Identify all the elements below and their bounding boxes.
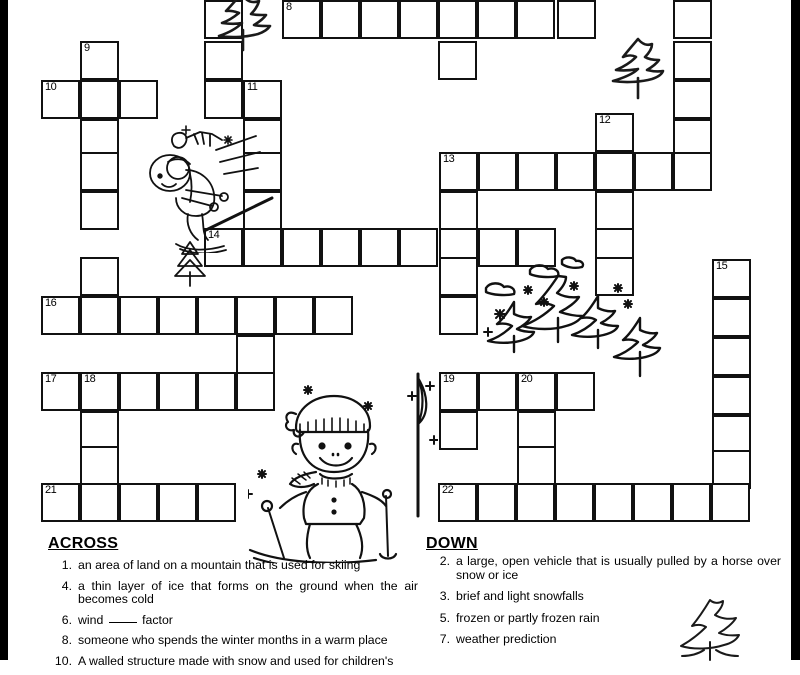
clues-section	[0, 535, 800, 668]
crossword-cell-13[interactable]	[439, 152, 478, 191]
cell-number: 14	[208, 229, 220, 241]
across-clue-item	[48, 580, 418, 607]
crossword-cell[interactable]	[204, 80, 243, 119]
crossword-cell[interactable]	[119, 296, 158, 335]
down-clue-item	[426, 555, 781, 582]
crossword-cell[interactable]	[477, 483, 516, 522]
across-clue-item	[48, 614, 418, 628]
crossword-cell-8[interactable]	[282, 0, 321, 39]
crossword-cell[interactable]	[478, 228, 517, 267]
crossword-cell[interactable]	[556, 372, 595, 411]
across-clues-column	[48, 535, 418, 675]
crossword-cell[interactable]	[516, 483, 555, 522]
crossword-cell[interactable]	[439, 257, 478, 296]
clue-text: A walled structure made with snow and used for children's	[78, 653, 394, 668]
crossword-cell[interactable]	[478, 372, 517, 411]
crossword-cell-12[interactable]	[595, 113, 634, 152]
crossword-cell[interactable]	[243, 228, 282, 267]
clue-number: 2.	[439, 554, 450, 568]
cell-number: 9	[84, 42, 90, 54]
crossword-cell[interactable]	[399, 228, 438, 267]
clue-text: someone who spends the winter months in a warm place	[78, 633, 388, 647]
crossword-cell[interactable]	[712, 298, 751, 337]
across-clue-item	[48, 634, 418, 648]
crossword-cell-19[interactable]	[439, 372, 478, 411]
crossword-cell[interactable]	[243, 152, 282, 191]
clue-number: 4.	[61, 578, 72, 593]
cell-number: 15	[716, 260, 728, 272]
clue-number: 10.	[54, 653, 72, 668]
crossword-cell[interactable]	[557, 0, 596, 39]
crossword-cell[interactable]	[673, 80, 712, 119]
crossword-cell[interactable]	[243, 191, 282, 230]
down-clues-column	[426, 535, 781, 655]
crossword-cell[interactable]	[438, 41, 477, 80]
crossword-cell[interactable]	[80, 483, 119, 522]
crossword-cell[interactable]	[80, 80, 119, 119]
clue-text: a large, open vehicle that is usually pulled by a horse over snow or ice	[456, 554, 781, 582]
crossword-cell[interactable]	[158, 296, 197, 335]
crossword-cell[interactable]	[712, 337, 751, 376]
crossword-cell[interactable]	[438, 0, 477, 39]
crossword-cell[interactable]	[712, 415, 751, 454]
crossword-cell[interactable]	[158, 372, 197, 411]
crossword-cell[interactable]	[80, 257, 119, 296]
crossword-cell[interactable]	[673, 152, 712, 191]
crossword-cell[interactable]	[282, 228, 321, 267]
crossword-cell-14[interactable]	[204, 228, 243, 267]
down-clue-list	[426, 555, 781, 647]
cell-number: 8	[286, 1, 292, 13]
crossword-cell[interactable]	[712, 376, 751, 415]
across-clue-item	[48, 655, 418, 669]
clue-text: an area of land on a mountain that is used for skiing	[78, 558, 361, 572]
crossword-cell[interactable]	[321, 0, 360, 39]
crossword-cell-22[interactable]	[438, 483, 477, 522]
crossword-cell[interactable]	[236, 296, 275, 335]
cell-number: 12	[599, 114, 611, 126]
crossword-cell-11[interactable]	[243, 80, 282, 119]
clue-number: 8.	[61, 633, 72, 647]
down-heading: DOWN	[426, 535, 478, 552]
crossword-cell[interactable]	[517, 228, 556, 267]
crossword-cell[interactable]	[517, 446, 556, 485]
crossword-cell[interactable]	[595, 257, 634, 296]
crossword-cell[interactable]	[80, 446, 119, 485]
crossword-cell[interactable]	[517, 411, 556, 450]
crossword-cell[interactable]	[634, 152, 673, 191]
crossword-cell[interactable]	[80, 411, 119, 450]
cell-number: 13	[443, 153, 455, 165]
crossword-cell-10[interactable]	[41, 80, 80, 119]
crossword-cell[interactable]	[360, 228, 399, 267]
crossword-cell[interactable]	[477, 0, 516, 39]
crossword-cell[interactable]	[204, 41, 243, 80]
crossword-cell[interactable]	[360, 0, 399, 39]
clue-number: 5.	[439, 610, 450, 625]
cell-number: 18	[84, 373, 96, 385]
down-clue-item	[426, 633, 781, 647]
clue-blank-rule	[109, 622, 137, 623]
cell-number: 20	[521, 373, 533, 385]
crossword-cell[interactable]	[158, 483, 197, 522]
cell-number: 22	[442, 484, 454, 496]
across-clue-item	[48, 559, 418, 573]
crossword-cell-15[interactable]	[712, 259, 751, 298]
cell-number: 21	[45, 484, 57, 496]
crossword-cell[interactable]	[197, 483, 236, 522]
crossword-cell[interactable]	[439, 191, 478, 230]
crossword-cell[interactable]	[80, 296, 119, 335]
crossword-cell[interactable]	[556, 152, 595, 191]
clue-number: 1.	[61, 558, 72, 572]
crossword-cell[interactable]	[80, 152, 119, 191]
across-heading: ACROSS	[48, 535, 119, 552]
crossword-cell[interactable]	[119, 372, 158, 411]
crossword-cell[interactable]	[119, 483, 158, 522]
crossword-cell[interactable]	[119, 80, 158, 119]
clue-text: frozen or partly frozen rain	[456, 610, 600, 625]
crossword-cell[interactable]	[321, 228, 360, 267]
clue-number: 3.	[439, 589, 450, 603]
crossword-cell[interactable]	[314, 296, 353, 335]
crossword-cell[interactable]	[517, 152, 556, 191]
crossword-cell[interactable]	[673, 41, 712, 80]
crossword-cell[interactable]	[595, 191, 634, 230]
clue-text: brief and light snowfalls	[456, 589, 584, 603]
crossword-cell[interactable]	[197, 372, 236, 411]
crossword-cell[interactable]	[711, 483, 750, 522]
crossword-cell[interactable]	[673, 0, 712, 39]
crossword-cell-18[interactable]	[80, 372, 119, 411]
clue-text: weather prediction	[456, 632, 557, 646]
crossword-cell-21[interactable]	[41, 483, 80, 522]
crossword-cell[interactable]	[80, 191, 119, 230]
crossword-cell-20[interactable]	[517, 372, 556, 411]
crossword-cell[interactable]	[516, 0, 555, 39]
clue-number: 7.	[439, 632, 450, 646]
clue-text: a thin layer of ice that forms on the ground when the air becomes cold	[78, 578, 418, 606]
down-clue-item	[426, 590, 781, 604]
crossword-cell[interactable]	[275, 296, 314, 335]
crossword-cell[interactable]	[555, 483, 594, 522]
clue-text: wind factor	[78, 612, 173, 627]
cell-number: 16	[45, 297, 57, 309]
cell-number: 19	[443, 373, 455, 385]
crossword-cell[interactable]	[236, 335, 275, 374]
crossword-cell[interactable]	[672, 483, 711, 522]
clue-number: 6.	[61, 612, 72, 627]
down-clue-item	[426, 612, 781, 626]
crossword-cell[interactable]	[595, 152, 634, 191]
crossword-cell[interactable]	[633, 483, 672, 522]
across-clue-list	[48, 559, 418, 668]
crossword-cell[interactable]	[236, 372, 275, 411]
crossword-cell-16[interactable]	[41, 296, 80, 335]
crossword-cell-9[interactable]	[80, 41, 119, 80]
crossword-cell[interactable]	[478, 152, 517, 191]
crossword-cell[interactable]	[594, 483, 633, 522]
crossword-cell[interactable]	[204, 0, 243, 39]
crossword-cell[interactable]	[439, 296, 478, 335]
cell-number: 11	[247, 81, 258, 93]
crossword-cell-17[interactable]	[41, 372, 80, 411]
crossword-cell[interactable]	[439, 411, 478, 450]
cell-number: 17	[45, 373, 57, 385]
cell-number: 10	[45, 81, 57, 93]
crossword-cell[interactable]	[399, 0, 438, 39]
crossword-cell[interactable]	[197, 296, 236, 335]
